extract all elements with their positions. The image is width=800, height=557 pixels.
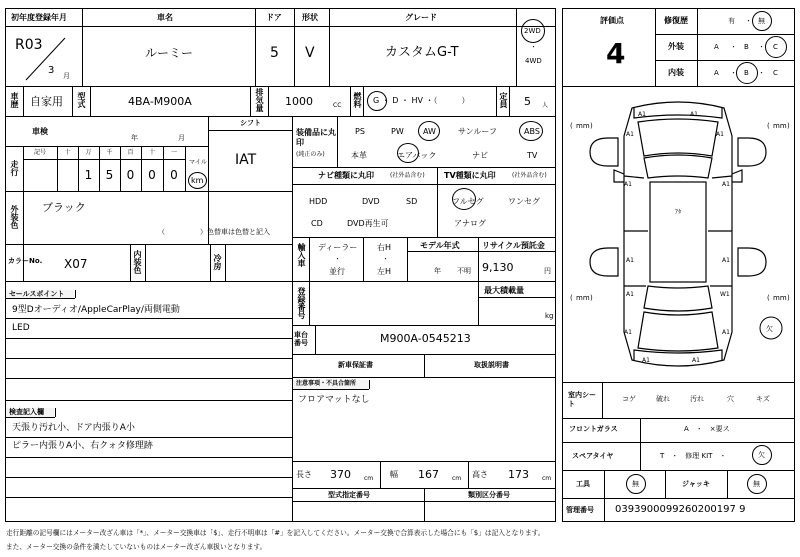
shift-value: IAT xyxy=(235,152,257,168)
tv-type-label: TV種類に丸印 xyxy=(444,171,496,180)
exterior-color-value: ブラック xyxy=(42,201,86,214)
mileage-unit-label: マイル xyxy=(189,159,207,166)
drive-sep: ・ xyxy=(530,43,537,51)
mileage-digit: 0 xyxy=(126,168,135,182)
color-no-value: X07 xyxy=(64,257,88,271)
capacity-label: 定員 xyxy=(499,92,508,108)
mileage-digit-label: 一 xyxy=(170,149,177,156)
fuel-options: G ・ D ・ HV ・（ ） xyxy=(373,96,470,105)
exterior-color-label: 外装色 xyxy=(10,205,19,229)
inspector-notes-label: 検査記入欄 xyxy=(9,408,44,416)
width-unit: cm xyxy=(452,475,462,482)
navi-dvd: DVD xyxy=(362,197,380,206)
usage-label: 車歴 xyxy=(10,92,19,108)
svg-text:mm: mm xyxy=(773,294,787,302)
first-reg-slash xyxy=(20,34,80,84)
reg-no-label: 登録番号 xyxy=(297,287,306,319)
repair-opt-2: ・ xyxy=(745,17,752,25)
fuel-label: 燃料 xyxy=(353,92,362,108)
type-designation-label: 型式指定番号 xyxy=(328,491,370,499)
mileage-digit-label: 記号 xyxy=(33,149,46,156)
seat-label: 室内シート xyxy=(568,391,596,409)
navi-sd: SD xyxy=(406,197,418,206)
jack-value: 無 xyxy=(753,480,760,488)
car-name-value: ルーミー xyxy=(145,46,194,60)
max-load-label: 最大積載量 xyxy=(484,286,524,295)
mark-4: A1 xyxy=(716,131,724,138)
mgmt-value: 0393900099260200197 9 xyxy=(615,504,746,515)
seat-opt-3: 汚れ xyxy=(690,395,704,403)
equipment-sub: (純正のみ) xyxy=(296,151,325,158)
first-reg-era: R03 xyxy=(15,37,43,53)
equip-airbag: エアバック xyxy=(397,151,437,160)
spare-missing: 欠 xyxy=(758,451,765,459)
mileage-digit-label: 万 xyxy=(85,149,92,156)
inspector-notes-line-1: 天張り汚れ小、ドア内張りA小 xyxy=(12,423,135,433)
ext-b: B xyxy=(744,43,749,51)
recycle-unit: 円 xyxy=(544,267,551,275)
car-diagram xyxy=(562,86,795,382)
ext-c: C xyxy=(773,43,778,51)
capacity-unit: 人 xyxy=(542,102,549,109)
interior-label: 内装 xyxy=(668,68,684,77)
width-label: 幅 xyxy=(390,470,398,479)
navi-type-sub: (社外品含む) xyxy=(390,172,425,179)
footer-line-1: 走行距離の記号欄にはメーター改ざん車は「*」、メーター交換車は「$」、走行不明車は「#」を記入してください。メーター交換で合算表示した場合にも「$」は記入となります。 xyxy=(6,529,545,537)
mileage-digit: 0 xyxy=(170,168,178,182)
missing-mark: 欠 xyxy=(766,325,773,333)
usage-value: 自家用 xyxy=(30,95,63,108)
score-label: 評価点 xyxy=(600,16,624,25)
door-label: ドア xyxy=(266,13,282,22)
first-reg-month-unit: 月 xyxy=(63,72,70,80)
ext-sep-1: ・ xyxy=(730,43,737,51)
height-label: 高さ xyxy=(472,470,488,479)
exterior-label: 外装 xyxy=(668,42,684,51)
model-year-label: モデル年式 xyxy=(420,241,460,250)
score-value: 4 xyxy=(606,37,626,70)
mileage-label: 走行 xyxy=(10,160,19,176)
tv-analog: アナログ xyxy=(454,219,486,228)
color-no-label: カラーNo. xyxy=(8,257,43,265)
inspection-year-unit: 年 xyxy=(131,134,138,142)
seat-opt-5: キズ xyxy=(756,395,770,403)
car-name-label: 車名 xyxy=(157,13,173,22)
equip-navi: ナビ xyxy=(472,151,488,160)
interior-color-label: 内装色 xyxy=(133,250,142,274)
ext-sep-2: ・ xyxy=(758,43,765,51)
displacement-value: 1000 xyxy=(285,95,313,108)
cooler-label: 冷房 xyxy=(213,254,222,270)
inspection-month-unit: 月 xyxy=(178,134,185,142)
recycle-value: 9,130 xyxy=(482,261,514,274)
notice-value: フロアマットなし xyxy=(298,395,370,405)
ext-a: A xyxy=(714,43,719,51)
height-value: 173 xyxy=(508,468,529,481)
tv-type-sub: (社外品含む) xyxy=(512,172,547,179)
sales-point-line-1: 9型Dオーディオ/AppleCarPlay/両側電動 xyxy=(12,305,180,315)
tire-mark-rl: ( xyxy=(570,294,573,302)
chassis-label: 車台番号 xyxy=(294,331,308,348)
mark-1: A1 xyxy=(638,111,646,118)
mileage-unit: km xyxy=(191,176,204,185)
manual-label: 取扱説明書 xyxy=(474,361,509,369)
mileage-digit-label: 百 xyxy=(127,149,134,156)
import-left: 左H xyxy=(377,267,392,276)
equipment-label: 装備品に丸印 xyxy=(296,128,336,148)
svg-text:mm: mm xyxy=(576,122,590,130)
seat-opt-4: 穴 xyxy=(727,395,734,403)
warranty-label: 新車保証書 xyxy=(338,361,373,369)
tire-mark-fr: ( xyxy=(767,122,770,130)
seat-opt-1: コゲ xyxy=(622,395,636,403)
int-c: C xyxy=(773,69,778,77)
import-parallel: 並行 xyxy=(329,267,345,276)
inspection-label: 車検 xyxy=(32,127,48,136)
mark-10: W1 xyxy=(720,291,730,298)
mark-7: A1 xyxy=(626,257,634,264)
equip-ps: PS xyxy=(355,127,365,136)
navi-hdd: HDD xyxy=(309,197,328,206)
model-value: 4BA-M900A xyxy=(128,95,192,108)
sales-point-label: セールスポイント xyxy=(9,290,65,298)
shape-label: 形状 xyxy=(302,13,318,22)
height-unit: cm xyxy=(542,475,552,482)
mileage-digit-label: 十 xyxy=(148,149,155,156)
grade-value: カスタムG-T xyxy=(385,45,459,60)
import-sep-2: ・ xyxy=(382,255,389,263)
inspector-notes-line-2: ピラー内張りA小、右クォタ修理跡 xyxy=(12,441,153,451)
drive-2wd: 2WD xyxy=(524,27,541,35)
mark-9: A1 xyxy=(626,291,634,298)
import-sep-1: ・ xyxy=(334,255,341,263)
import-right: 右H xyxy=(377,243,392,252)
shift-label: シフト xyxy=(240,119,261,127)
equip-sunroof: サンルーフ xyxy=(458,127,497,136)
model-label: 型式 xyxy=(77,92,86,108)
displacement-label: 排気量 xyxy=(255,88,264,112)
mark-2: A1 xyxy=(690,111,698,118)
int-sep-1: ・ xyxy=(730,69,737,77)
navi-cd: CD xyxy=(311,219,323,228)
mark-12: A1 xyxy=(722,329,730,336)
spare-label: スペアタイヤ xyxy=(572,452,614,460)
tools-label: 工具 xyxy=(576,480,590,488)
mark-3: A1 xyxy=(626,131,634,138)
shape-value: V xyxy=(305,45,315,61)
jack-label: ジャッキ xyxy=(682,480,710,488)
recycle-label: リサイクル預託金 xyxy=(482,241,545,250)
int-b: B xyxy=(744,69,749,77)
doors-value: 5 xyxy=(270,45,279,61)
tv-fullseg: フルセグ xyxy=(452,197,484,206)
mileage-digit: 0 xyxy=(148,168,156,182)
length-label: 長さ xyxy=(296,470,312,479)
svg-text:): ) xyxy=(787,122,790,130)
mark-13: A1 xyxy=(642,357,650,364)
mileage-digit-label: 千 xyxy=(106,149,113,156)
equip-abs: ABS xyxy=(524,127,540,136)
svg-text:): ) xyxy=(787,294,790,302)
equip-leather: 本革 xyxy=(351,151,367,160)
footer-line-2: また、メーター交換の条件を満たしていないものはメーター改ざん車扱いとなります。 xyxy=(6,543,267,551)
model-year-unknown: 不明 xyxy=(457,267,471,275)
svg-text:mm: mm xyxy=(773,122,787,130)
svg-text:mm: mm xyxy=(576,294,590,302)
category-no-label: 類別区分番号 xyxy=(468,491,510,499)
navi-type-label: ナビ種類に丸印 xyxy=(318,171,374,180)
first-reg-month: 3 xyxy=(48,65,55,76)
drive-4wd: 4WD xyxy=(525,57,542,65)
equip-aw: AW xyxy=(423,127,436,136)
tire-mark-fl: ( xyxy=(570,122,573,130)
mark-14: A1 xyxy=(692,357,700,364)
notice-label: 注意事項・不具合箇所 xyxy=(296,380,357,387)
int-sep-2: ・ xyxy=(758,69,765,77)
equip-tv: TV xyxy=(527,151,538,160)
length-unit: cm xyxy=(364,475,374,482)
mark-11: A1 xyxy=(624,329,632,336)
exterior-color-note: （ ）色替車は色替と記入 xyxy=(158,228,270,236)
equip-pw: PW xyxy=(391,127,404,136)
seat-opt-2: 破れ xyxy=(656,395,670,403)
mark-center: ｱﾀ xyxy=(675,209,682,216)
navi-dvd-play: DVD再生可 xyxy=(347,219,389,228)
mileage-digit-label: 十 xyxy=(64,149,71,156)
chassis-value: M900A-0545213 xyxy=(380,332,471,345)
svg-text:): ) xyxy=(590,294,593,302)
model-year-year: 年 xyxy=(434,267,441,275)
windshield-options: A ・ ×要ス xyxy=(684,425,730,433)
import-label: 輸入車 xyxy=(297,243,306,267)
import-dealer: ディーラー xyxy=(318,243,358,252)
windshield-label: フロントガラス xyxy=(569,425,618,433)
max-load-unit: kg xyxy=(545,312,554,320)
repair-opt-3: 無 xyxy=(758,17,765,25)
repair-opt-1: 有 xyxy=(728,17,735,25)
mark-5: A1 xyxy=(624,181,632,188)
tools-value: 無 xyxy=(632,480,639,488)
int-a: A xyxy=(714,69,719,77)
mileage-digit: 5 xyxy=(105,168,114,182)
capacity-value: 5 xyxy=(524,95,531,108)
grade-label: グレード xyxy=(405,13,437,22)
width-value: 167 xyxy=(418,468,439,481)
displacement-unit: CC xyxy=(333,102,342,109)
sales-point-line-2: LED xyxy=(12,323,30,333)
mark-8: A1 xyxy=(722,257,730,264)
length-value: 370 xyxy=(330,468,351,481)
repair-label: 修復歴 xyxy=(664,16,688,25)
tire-mark-rr: ( xyxy=(767,294,770,302)
mileage-digit: 1 xyxy=(84,168,93,182)
first-reg-label: 初年度登録年月 xyxy=(11,13,67,22)
svg-text:): ) xyxy=(590,122,593,130)
mgmt-label: 管理番号 xyxy=(566,506,594,514)
spare-options: T ・ 修理 KIT ・ xyxy=(660,452,727,460)
tv-oneseg: ワンセグ xyxy=(508,197,540,206)
mark-6: A1 xyxy=(722,181,730,188)
